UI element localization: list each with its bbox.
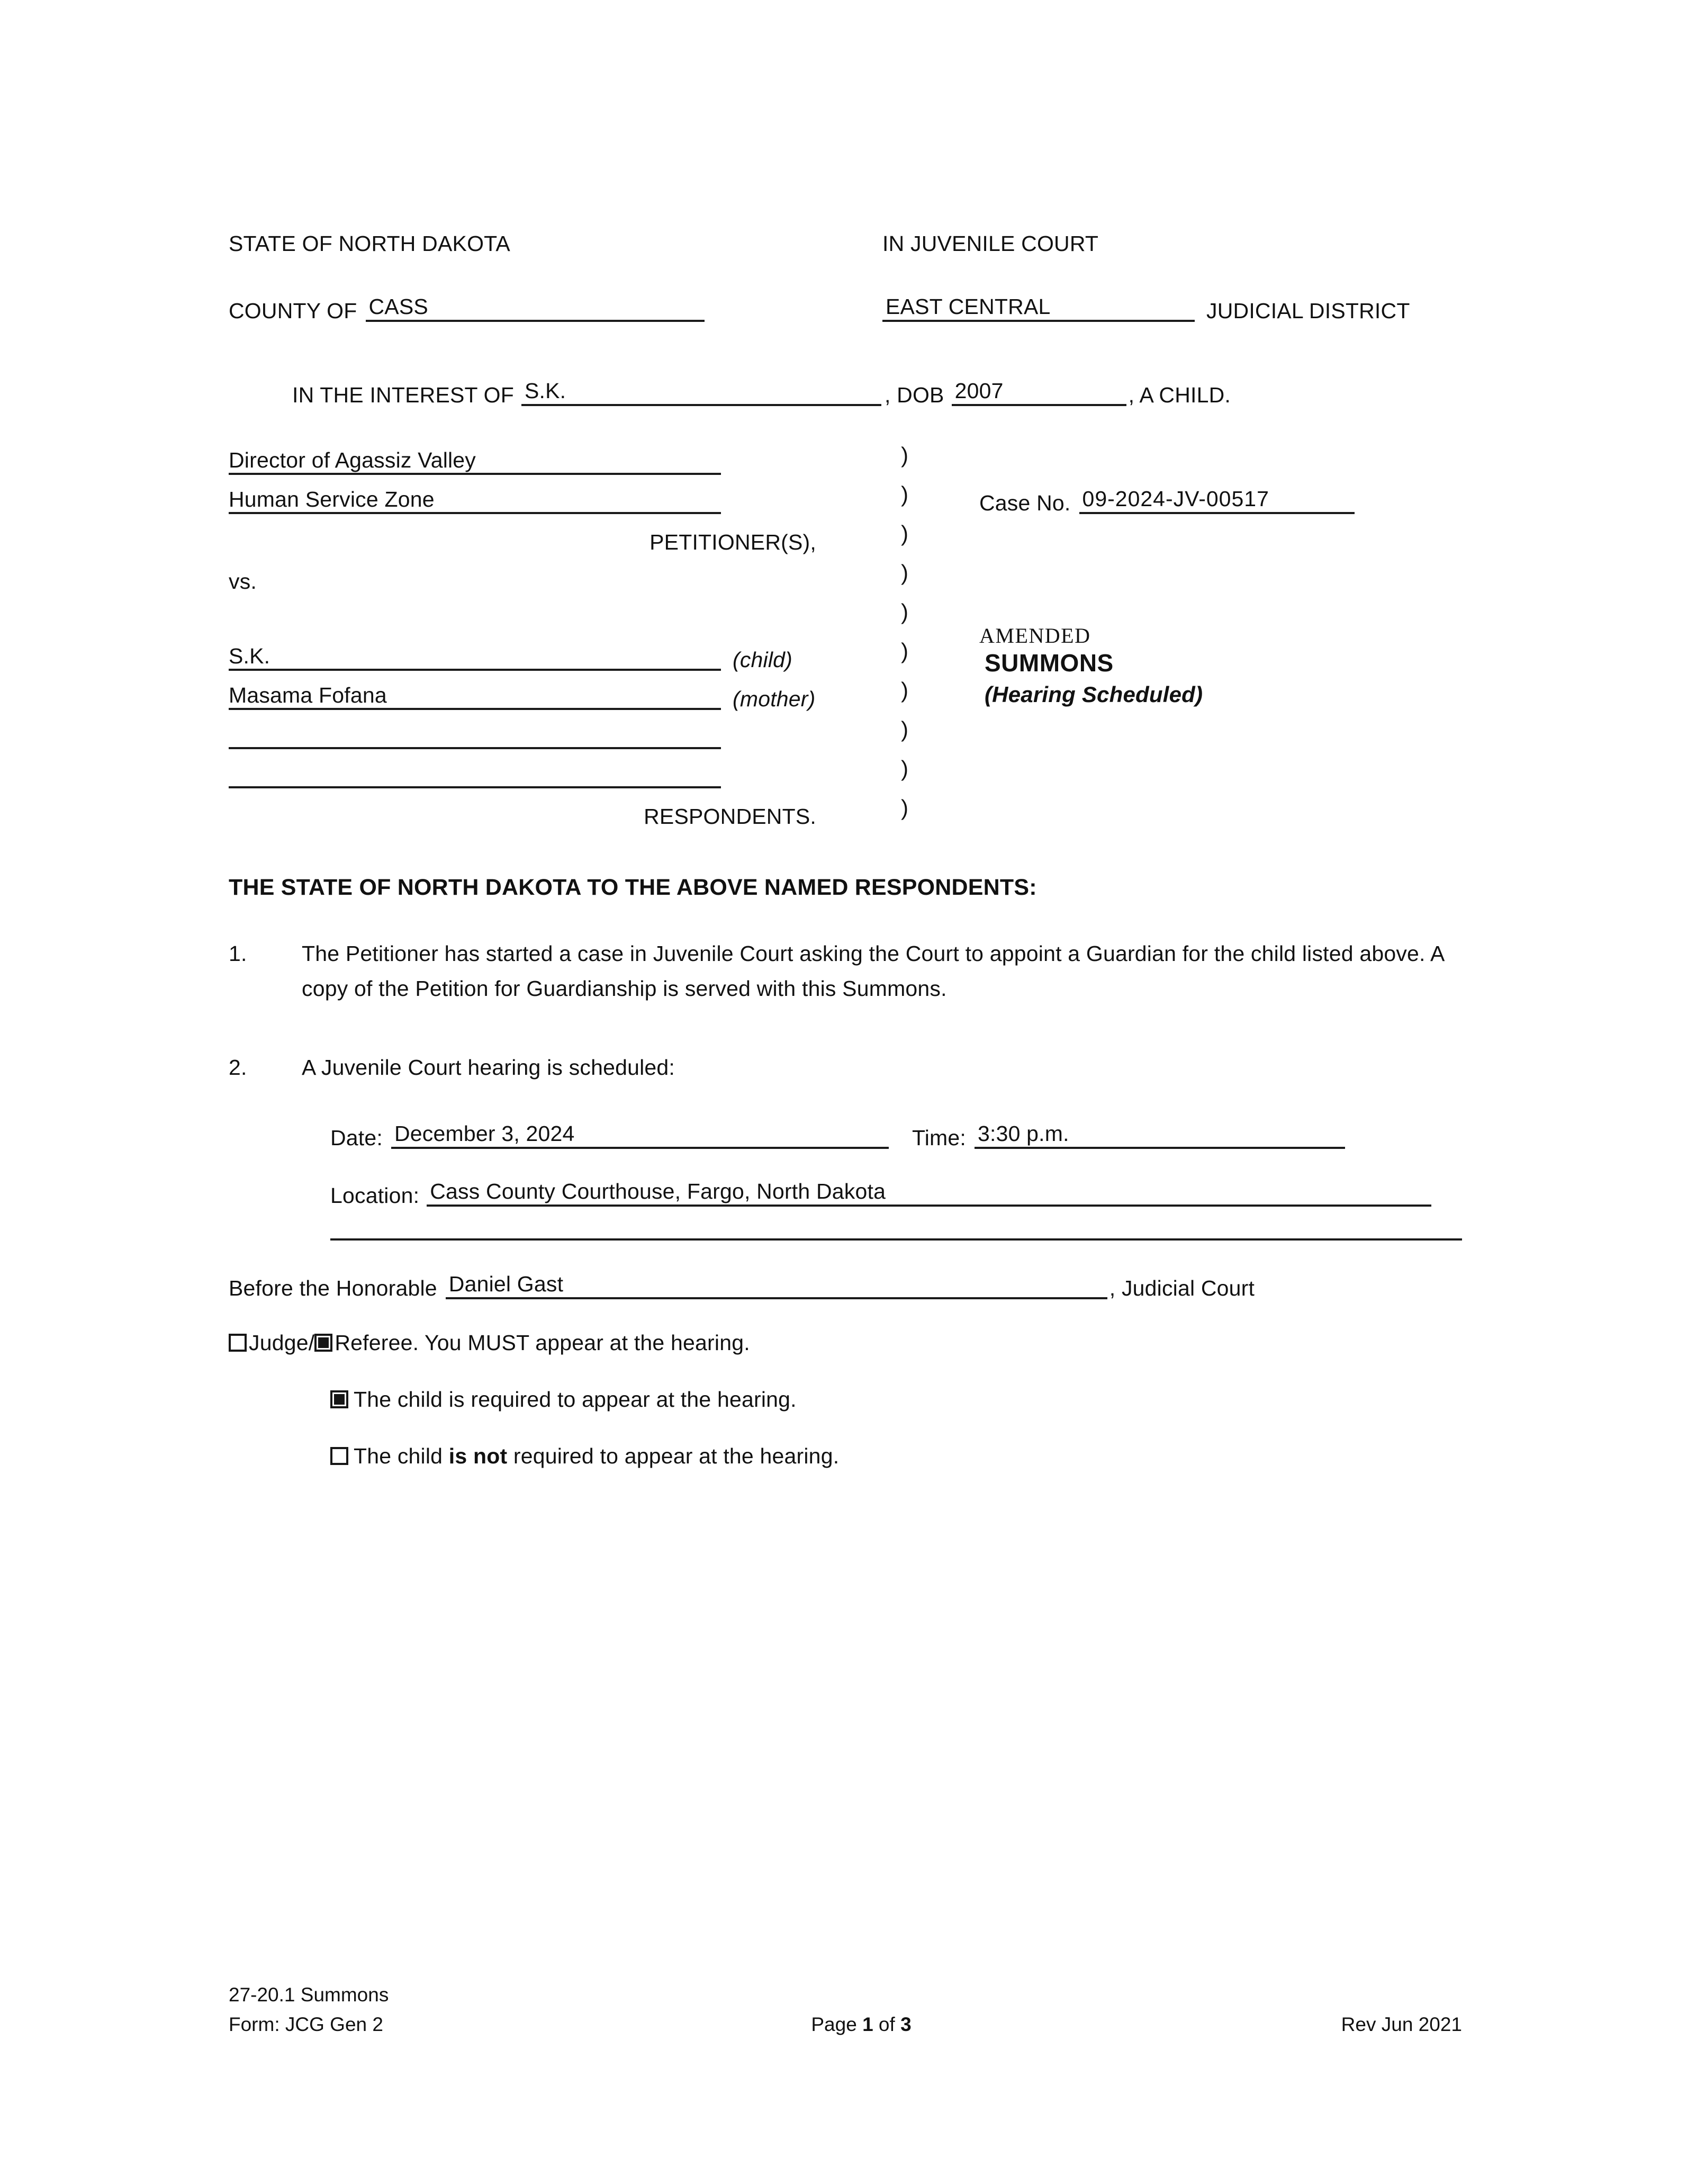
child-name-field[interactable] xyxy=(521,380,881,406)
respondents-label-row xyxy=(229,788,885,828)
time-label: Time: xyxy=(912,1126,966,1151)
paren-6: ) xyxy=(901,639,909,663)
judge-option-label: Judge/ xyxy=(249,1331,315,1355)
referee-checkbox[interactable] xyxy=(314,1334,332,1352)
child-not-required-row xyxy=(330,1445,1462,1467)
vs-row xyxy=(229,553,885,592)
child-required-row xyxy=(330,1389,1462,1410)
child-required-label: The child is required to appear at the hearing. xyxy=(354,1387,797,1412)
child-name-value: S.K. xyxy=(524,379,566,403)
footer-row-1 xyxy=(229,1980,1462,2010)
caption-paren-column xyxy=(885,436,949,828)
judge-name-field[interactable] xyxy=(446,1273,1107,1299)
before-honorable-row xyxy=(229,1273,1462,1299)
case-no-spacer-3 xyxy=(949,553,1462,592)
caption-parties xyxy=(229,436,885,828)
case-no-value: 09-2024-JV-00517 xyxy=(1082,487,1269,511)
paragraph-1-number: 1. xyxy=(229,941,247,966)
petitioner-label: PETITIONER(S), xyxy=(649,530,816,554)
header-state-row xyxy=(229,233,1462,255)
date-field[interactable] xyxy=(391,1123,889,1149)
district-field[interactable] xyxy=(882,296,1195,322)
time-field[interactable] xyxy=(975,1123,1345,1149)
paragraph-2-text: A Juvenile Court hearing is scheduled: xyxy=(302,1055,675,1080)
hearing-location-row xyxy=(330,1181,1462,1207)
respondent3-name xyxy=(229,745,721,749)
paren-4: ) xyxy=(901,560,909,585)
header-county-row xyxy=(229,296,1462,322)
judge-name-value: Daniel Gast xyxy=(448,1272,564,1297)
date-label: Date: xyxy=(330,1126,383,1151)
location-extra-line[interactable] xyxy=(330,1236,1462,1241)
district-value: EAST CENTRAL xyxy=(886,294,1051,319)
summons-title: SUMMONS xyxy=(985,649,1114,677)
location-value: Cass County Courthouse, Fargo, North Dakota xyxy=(430,1179,886,1204)
page-prefix: Page xyxy=(811,2013,863,2035)
court-label: IN JUVENILE COURT xyxy=(882,231,1099,256)
document-body xyxy=(229,0,1462,2184)
child-not-required-emphasis: is not xyxy=(448,1444,508,1469)
judge-checkbox[interactable] xyxy=(229,1334,247,1352)
county-value: CASS xyxy=(368,294,428,319)
form-number: 27-20.1 Summons xyxy=(229,1984,389,2006)
judge-referee-row xyxy=(229,1332,1462,1354)
respondent-row-1 xyxy=(229,632,885,671)
spacer-row xyxy=(229,592,885,632)
date-value: December 3, 2024 xyxy=(394,1121,575,1146)
paren-10: ) xyxy=(901,795,909,820)
paren-5: ) xyxy=(901,599,909,624)
case-no-label: Case No. xyxy=(979,491,1071,515)
referee-option-label: Referee. You MUST appear at the hearing. xyxy=(335,1331,750,1355)
paren-9: ) xyxy=(901,756,909,781)
caption-case-column xyxy=(949,436,1462,828)
respondent1-name: S.K. xyxy=(229,645,721,671)
county-label: COUNTY OF xyxy=(229,299,357,323)
petitioner-line-1 xyxy=(229,436,885,475)
case-no-field[interactable] xyxy=(1079,488,1355,514)
case-no-spacer-2 xyxy=(949,514,1462,553)
interest-prefix-label: IN THE INTEREST OF xyxy=(292,383,514,407)
case-no-spacer-1 xyxy=(949,436,1462,475)
caption-block xyxy=(229,436,1462,828)
petitioner-line-2 xyxy=(229,475,885,514)
paren-2: ) xyxy=(901,482,909,507)
case-no-row xyxy=(949,475,1462,514)
respondent2-role: (mother) xyxy=(733,687,816,711)
dob-field[interactable] xyxy=(952,380,1126,406)
amended-stamp: AMENDED xyxy=(979,624,1091,648)
respondent-row-3 xyxy=(229,710,885,749)
paragraph-2-number: 2. xyxy=(229,1055,247,1080)
footer-row-2 xyxy=(229,2010,1462,2039)
page-indicator xyxy=(676,2010,1047,2039)
petitioner-label-row xyxy=(229,514,885,553)
state-to-respondents-heading: THE STATE OF NORTH DAKOTA TO THE ABOVE NAMED RESPONDENTS: xyxy=(229,875,1037,900)
revision-date: Rev Jun 2021 xyxy=(1341,2013,1462,2035)
child-required-checkbox[interactable] xyxy=(330,1390,348,1408)
petitioner-line1-value: Director of Agassiz Valley xyxy=(229,450,721,475)
respondents-label: RESPONDENTS. xyxy=(644,804,816,829)
page-middle: of xyxy=(873,2013,901,2035)
page-footer xyxy=(229,1980,1462,2039)
a-child-label: , A CHILD. xyxy=(1128,383,1231,407)
dob-label: , DOB xyxy=(884,383,944,407)
location-label: Location: xyxy=(330,1183,420,1208)
paren-7: ) xyxy=(901,678,909,703)
state-label: STATE OF NORTH DAKOTA xyxy=(229,231,510,256)
respondent2-name: Masama Fofana xyxy=(229,685,721,710)
child-not-required-prefix: The child xyxy=(354,1444,449,1469)
paren-1: ) xyxy=(901,443,909,468)
paragraph-1-text: The Petitioner has started a case in Juvenile Court asking the Court to appoint a Guardian for the child listed above. A copy of the Petition for Guardianship is served with this Summons. xyxy=(302,941,1444,1001)
respondent-row-4 xyxy=(229,749,885,788)
child-not-required-checkbox[interactable] xyxy=(330,1447,348,1465)
county-field[interactable] xyxy=(366,296,705,322)
paragraph-1 xyxy=(229,936,1462,1006)
hearing-scheduled-subtitle: (Hearing Scheduled) xyxy=(985,682,1203,707)
before-honorable-label: Before the Honorable xyxy=(229,1276,437,1301)
page-total: 3 xyxy=(900,2013,912,2035)
form-name: Form: JCG Gen 2 xyxy=(229,2013,383,2035)
location-field[interactable] xyxy=(427,1181,1431,1207)
respondent-row-2 xyxy=(229,671,885,710)
paren-3: ) xyxy=(901,521,909,546)
hearing-datetime-row xyxy=(330,1123,1462,1149)
dob-value: 2007 xyxy=(954,379,1004,403)
page-current: 1 xyxy=(862,2013,873,2035)
paragraph-2 xyxy=(229,1050,1462,1085)
petitioner-line2-value: Human Service Zone xyxy=(229,489,721,514)
child-not-required-suffix: required to appear at the hearing. xyxy=(507,1444,840,1469)
vs-label: vs. xyxy=(229,569,257,594)
interest-row xyxy=(229,380,1462,406)
paren-8: ) xyxy=(901,717,909,742)
judicial-court-label: , Judicial Court xyxy=(1109,1276,1255,1301)
respondent1-role: (child) xyxy=(733,648,793,672)
time-value: 3:30 p.m. xyxy=(977,1121,1069,1146)
respondent4-name xyxy=(229,785,721,788)
judicial-district-label: JUDICIAL DISTRICT xyxy=(1206,299,1410,323)
